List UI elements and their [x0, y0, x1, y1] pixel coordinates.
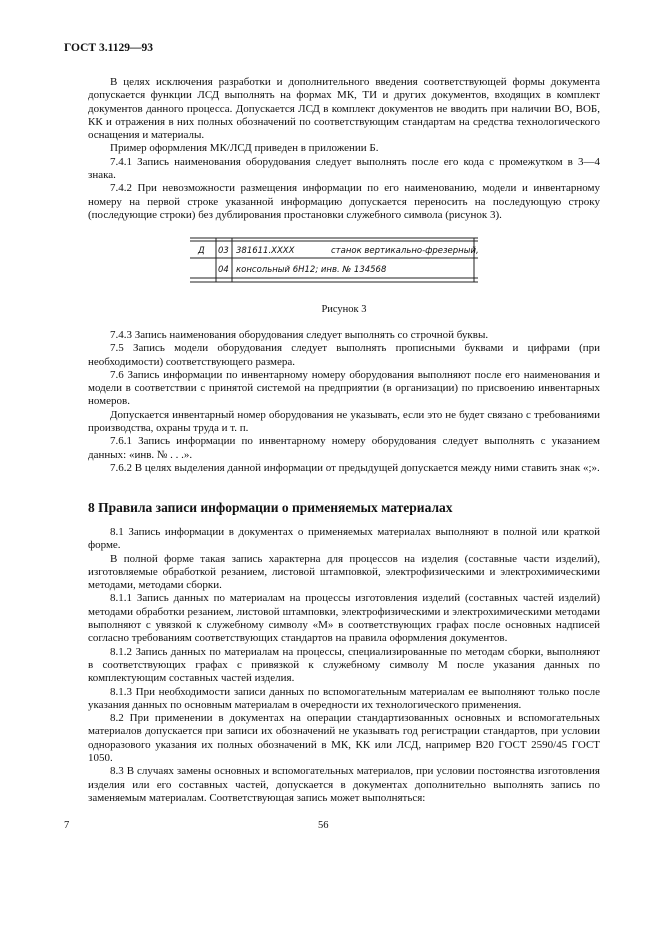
- text-block-3: [88, 526, 600, 805]
- paragraph: 8.2 При применении в документах на операции стандартизованных основных и вспомогательных материалов допускается при записи их обозначений не указывать год регистрации стандартов, при условии одноразового указания их полных обозначений в МК, КК или ЛСД, например В20 ГОСТ 2590/45 ГОСТ 1050.: [88, 712, 600, 765]
- page-number-left: 7: [64, 820, 70, 831]
- figure-equipment-code: 381611.XXXX: [236, 246, 295, 256]
- paragraph: 7.5 Запись модели оборудования следует выполнять прописными буквами и цифрами (при необходимости) соответствующего размера.: [88, 342, 600, 368]
- document-header: ГОСТ 3.1129—93: [64, 42, 153, 54]
- paragraph: В полной форме такая запись характерна для процессов на изделия (составные части изделий), изготовляемые обработкой резанием, листовой штамповкой, электрофизическими и электрохимическими методами, методами сборки.: [88, 552, 600, 592]
- paragraph: 7.6 Запись информации по инвентарному номеру оборудования выполняют после его наименования и модели в соответствии с принятой системой на предприятии (в организации) по присвоению инвентарных номеров.: [88, 368, 600, 408]
- paragraph: 8.1.3 При необходимости записи данных по вспомогательным материалам ее выполняют только после указания данных по основным материалам в очередности их технологического применения.: [88, 685, 600, 711]
- paragraph: 7.6.1 Запись информации по инвентарному номеру оборудования следует выполнять с указанием данных: «инв. № . . .».: [88, 435, 600, 461]
- paragraph: 8.1 Запись информации в документах о применяемых материалах выполняют в полной или краткой форме.: [88, 526, 600, 552]
- paragraph: 8.3 В случаях замены основных и вспомогательных материалов, при условии постоянства изготовления изделия или его составных частей, допускается в документах дополнительно выполнять запись по заменяемым материалам. Соответствующая запись может выполняться:: [88, 765, 600, 804]
- paragraph: 7.4.1 Запись наименования оборудования следует выполнять после его кода с промежутком в 3—4 знака.: [88, 155, 600, 182]
- page-number-center: 56: [318, 820, 329, 831]
- section-heading: 8 Правила записи информации о применяемых материалах: [88, 500, 453, 515]
- paragraph: Допускается инвентарный номер оборудования не указывать, если это не будет связано с требованиями производства, охраны труда и т. п.: [88, 408, 600, 435]
- paragraph: 7.6.2 В целях выделения данной информации от предыдущей допускается между ними ставить знак «;».: [110, 461, 600, 474]
- figure-row-number: 04: [218, 265, 229, 275]
- paragraph: 8.1.1 Запись данных по материалам на процессы изготовления изделий (составных частей изделий) методами обработки резанием, листовой штамповки, электрофизическими и электрохимическими методами выполняют с увязкой к служебному символу «М» в соответствующих графах после основных надписей согласно требованиям соответствующих стандартов на правила оформления документов.: [88, 592, 600, 645]
- paragraph: В целях исключения разработки и дополнительного введения соответствующей формы документа допускается функции ЛСД выполнять на формах МК, ТИ и других документов, входящих в комплект документов данного процесса. Допускается ЛСД в комплект документов не вводить при наличии ВО, ВОБ, КК и отражения в них полных обозначений по соответствующим стандартам на средства технологического оснащения и материалы.: [88, 76, 600, 142]
- text-block-2: [88, 329, 600, 475]
- figure-equipment-continuation: консольный 6Н12; инв. № 134568: [236, 265, 387, 275]
- text-block-1: [88, 76, 600, 222]
- paragraph: 7.4.2 При невозможности размещения информации по его наименованию, модели и инвентарному номеру на первой строке указанной информацию допускается переносить на последующую строку (последующие строки) без дублирования простановки служебного символа (рисунок 3).: [88, 182, 600, 221]
- paragraph: Пример оформления МК/ЛСД приведен в приложении Б.: [110, 142, 379, 155]
- figure-caption: Рисунок 3: [321, 304, 367, 315]
- paragraph: 8.1.2 Запись данных по материалам на процессы, специализированные по методам сборки, выполняют в соответствующих графах с привязкой к служебному символу М после указания данных по комплектующим составных частей изделия.: [88, 645, 600, 685]
- figure-equipment-name: станок вертикально-фрезерный,: [331, 246, 479, 256]
- figure-3-table: [188, 236, 480, 288]
- paragraph: 7.4.3 Запись наименования оборудования следует выполнять со строчной буквы.: [110, 329, 489, 341]
- figure-row-number: 03: [218, 246, 229, 256]
- figure-symbol: Д: [198, 246, 205, 256]
